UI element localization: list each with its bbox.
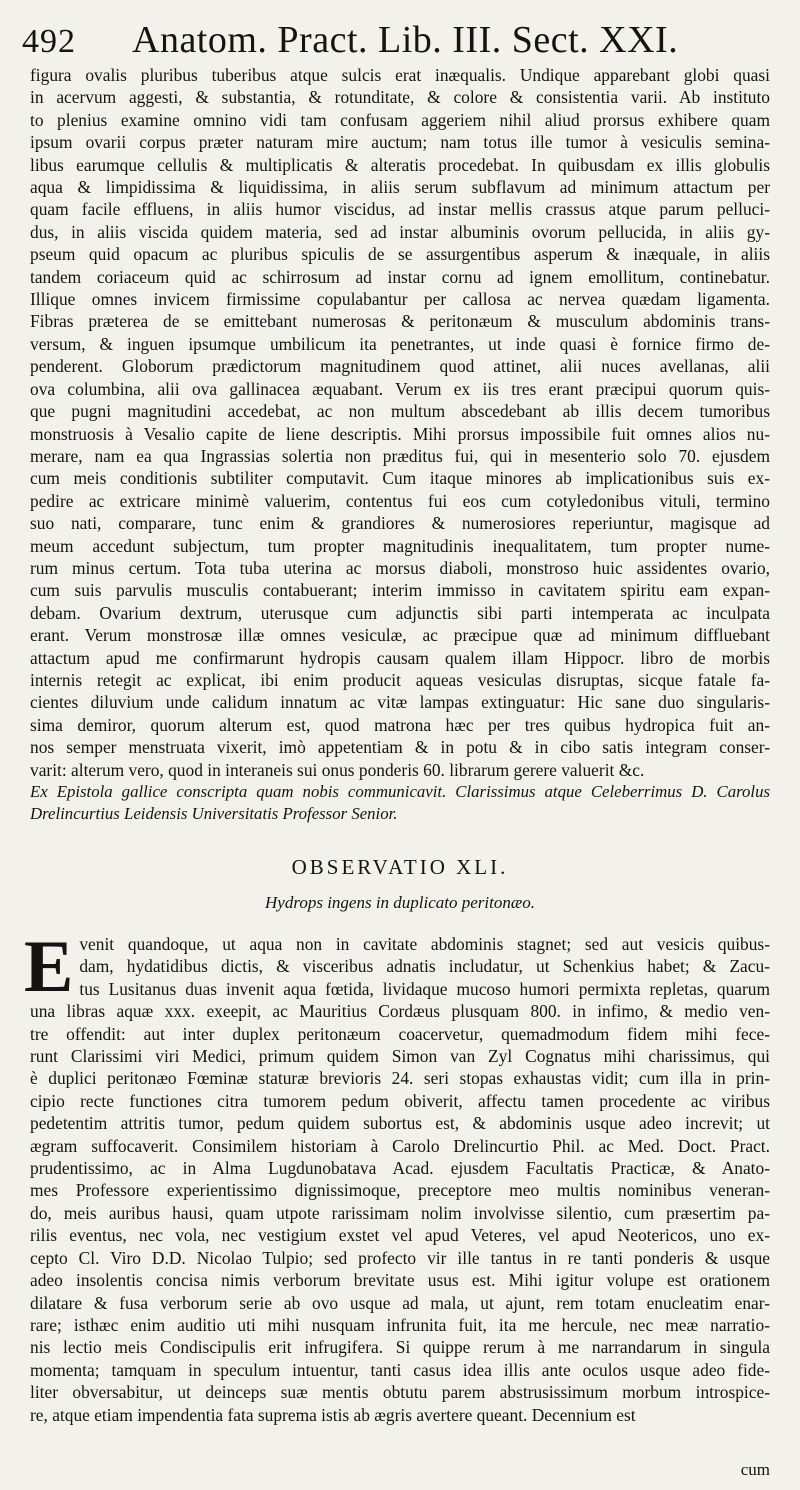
drop-cap: E (24, 926, 74, 1008)
obs40-line: merare, nam ea qua Ingrassias solertia non præditus fui, qui in mesenterio solo 70. ejusdem (30, 445, 770, 466)
obs41-line: liter obversabitur, ut deinceps suæ mentis obtutu parem abstrusissimum morbum introspice- (30, 1382, 770, 1403)
obs41-line: re, atque etiam impendentia fata suprema istis ab ægris avertere queant. Decennium est (30, 1404, 636, 1425)
obs41-line: è duplici peritonæo Fœminæ staturæ brevioris 24. seri stopas exhaustas vidit; cum illa in prin- (30, 1068, 770, 1089)
obs41-line: runt Clarissimi viri Medici, primum quidem Simon van Zyl Cognatus mihi charissimus, qui (30, 1046, 770, 1067)
obs40-line: quam facile effluens, in aliis humor viscidus, ad instar mellis crassus atque parum pelluci- (30, 199, 770, 220)
obs41-line: cepto Cl. Viro D.D. Nicolao Tulpio; sed profecto vir ille tantus in re tanti ponderis & usque (30, 1247, 770, 1268)
obs40-line: Fibras præterea de se emittebant numerosas & peritonæum & musculum abdominis trans- (30, 311, 770, 332)
observation-41-text (24, 926, 770, 1426)
obs40-line: sima demiror, quorum alterum est, quod matrona hæc per tres quibus hydropica fuit an- (30, 714, 770, 735)
obs40-line: meum accedunt subjectum, tum propter magnitudinis inequalitatem, tum propter nume- (30, 535, 770, 556)
obs41-line: momenta; tamquam in speculum intuentur, tanti casus idea illis ante oculos usque adeo fide- (30, 1359, 770, 1380)
running-title: Anatom. Pract. Lib. III. Sect. XXI. (132, 19, 679, 61)
obs40-line: ipsum ovarii corpus præter naturam mire auctum; nam totus ille tumor à vesiculis semina- (30, 132, 770, 153)
obs40-line: to plenius examine omnino vidi tam confusam aggeriem nihil aliud prorsus exhibere quam (30, 109, 770, 130)
obs40-line: varit: alterum vero, quod in interaneis sui onus ponderis 60. librarum gerere valuerit &c. (30, 759, 645, 780)
obs41-line: rilis eventus, nec vola, nec vestigium exstet vel apud Veteres, vel apud Neotericos, uno ex- (30, 1225, 770, 1246)
obs41-line: prudentissimo, ac in Alma Lugdunobatava Acad. ejusdem Facultatis Practicæ, & Anato- (30, 1158, 770, 1179)
obs40-line: cum meis conditionis subtiliter computavit. Cum itaque minores ab implicationibus suis ex- (30, 468, 770, 489)
obs40-line: versum, & inguen ipsumque umbilicum ita penetrantes, ut inde quasi è fornice firmo de- (30, 333, 770, 354)
obs40-line: debam. Ovarium dextrum, uterusque cum adjunctis sibi parti intemperata ac inculpata (30, 602, 770, 623)
obs41-line: nis lectio meis Condiscipulis erit infrugifera. Si quippe rerum à me narrandarum in singula (30, 1337, 770, 1358)
obs41-line: tre offendit: aut inter duplex peritonæum coacervetur, quemadmodum fidem mihi fece- (30, 1023, 770, 1044)
obs40-line: internis retegit ac explicat, ibi enim producit aqueas vesiculas disruptas, sicque fatale fa- (30, 669, 770, 690)
page-number: 492 (22, 23, 76, 60)
obs40-line: nos semper menstruata vixerit, imò appetentiam & in potu & in cibo satis integram conser- (30, 737, 770, 758)
observation-title: OBSERVATIO XLI. (291, 855, 509, 879)
obs40-line: tandem coriaceum quid ac schirrosum ad instar cornu ad ignem emollitum, continebatur. (30, 266, 770, 287)
obs40-line: ova columbina, alii ova gallinacea æquabant. Verum ex iis tres erant præcipui quorum quis- (30, 378, 770, 399)
obs41-line: cipio recte functiones citra tumorem pedum obiverit, affectu tamen procedente ac viribus (30, 1090, 770, 1111)
obs40-line: que pugni magnitudini accedebat, ac non multum abscedebant ab illis decem tumoribus (30, 401, 770, 422)
source-note (30, 781, 770, 825)
source-note-line: Ex Epistola gallice conscripta quam nobis communicavit. Clarissimus atque Celeberrimus D. Carolus (30, 782, 770, 801)
obs40-line: Illique omnes invicem firmissime copulabantur per callosa ac nervea quædam ligamenta. (30, 289, 770, 310)
obs41-line: dilatare & fusa verborum serie ab ovo usque ad mala, ut ajunt, rem totam enucleatim enar- (30, 1292, 770, 1313)
obs41-line: rare; isthæc enim auditio uti mihi nusquam infrunita fuit, ita me hercule, nec meæ narratio- (30, 1314, 770, 1335)
observation-subtitle: Hydrops ingens in duplicato peritonæo. (265, 893, 535, 912)
obs41-line: pedetentim attritis tumor, pedum quidem subortus est, & abdominis usque adeo increvit; ut (30, 1113, 770, 1134)
obs40-line: figura ovalis pluribus tuberibus atque sulcis erat inæqualis. Undique apparebant globi quasi (30, 65, 770, 85)
obs41-line: una libras aquæ xxx. exeepit, ac Mauritius Cordæus plusquam 800. in infimo, & medio ven- (30, 1001, 770, 1022)
obs40-line: attactum apud me confirmarunt hydropis causam qualem illam Hippocr. libro de morbis (30, 647, 770, 668)
page-header (22, 18, 770, 64)
obs41-line: mes Professore experientissimo dignissimoque, preceptore meo multis nominibus veneran- (30, 1180, 770, 1201)
obs41-line: do, meis auribus hausi, quam utpote rarissimam nolim involvisse silentio, cum præsertim pa- (30, 1202, 770, 1223)
obs41-line: tus Lusitanus duas invenit aqua fœtida, lividaque mucoso humori permixta repletas, quarum (79, 978, 770, 999)
obs40-line: pedire ac extricare minimè valuerim, contentus fui eos cum cotyledonibus vituli, termino (30, 490, 770, 511)
obs40-line: pseum quid opacum ac pluribus spiculis de se assurgentibus asperum & inæquale, in aliis (30, 244, 770, 265)
obs40-line: penderent. Globorum prædictorum magnitudinem quod attinet, alii nuces avellanas, alii (30, 356, 770, 377)
observation-40-continuation (30, 64, 770, 781)
obs40-line: cientes diluvium unde calidum innatum ac vitæ lampas extinguatur: Hic sane duo singularis- (30, 692, 770, 713)
obs40-line: cum suis parvulis musculis contabuerant; interim immisso in cavitatem spiritu eam expan- (30, 580, 770, 601)
source-note-line: Drelincurtius Leidensis Universitatis Professor Senior. (30, 804, 398, 823)
obs40-line: monstruosis à Vesalio capite de liene descriptis. Mihi prorsus impossibile fuit omnes alios nu- (30, 423, 770, 444)
obs40-line: libus earumque cellulis & multiplicatis & alteratis procedebat. In quibusdam ex illis globulis (30, 154, 770, 175)
obs40-line: aqua & limpidissima & liquidissima, in aliis serum subflavum ad minimum attactum per (30, 177, 770, 198)
obs40-line: in acervum aggesti, & substantia, & rotunditate, & colore & consistentia varii. Ab instituto (30, 87, 770, 108)
obs41-line: adeo insolentis concisa nimis verborum brevitate usus est. Mihi igitur volupe est orationem (30, 1270, 770, 1291)
obs40-line: dus, in aliis viscida quidem materia, sed ad instar albuminis ovorum pellucida, in aliis gy- (30, 221, 770, 242)
obs40-line: suo nati, comparare, tunc enim & grandiores & numerosiores reperiuntur, magisque ad (30, 513, 770, 534)
obs41-line: dam, hydatidibus dictis, & visceribus adnatis includatur, ut Schenkius habet; & Zacu- (79, 956, 770, 977)
obs40-line: rum minus certum. Tota tuba uterina ac morsus diaboli, monstroso huic assidentes ovario, (30, 557, 770, 578)
obs40-line: erant. Verum monstrosæ illæ omnes vesiculæ, ac præcipue quæ ad minimum diffluebant (30, 625, 770, 646)
catchword: cum (740, 1460, 770, 1479)
obs41-line: ægram suffocaverit. Consimilem historiam à Carolo Drelincurtio Phil. ac Med. Doct. Pract. (30, 1135, 770, 1156)
obs41-line: venit quandoque, ut aqua non in cavitate abdominis stagnet; sed aut vesicis quibus- (79, 934, 770, 954)
